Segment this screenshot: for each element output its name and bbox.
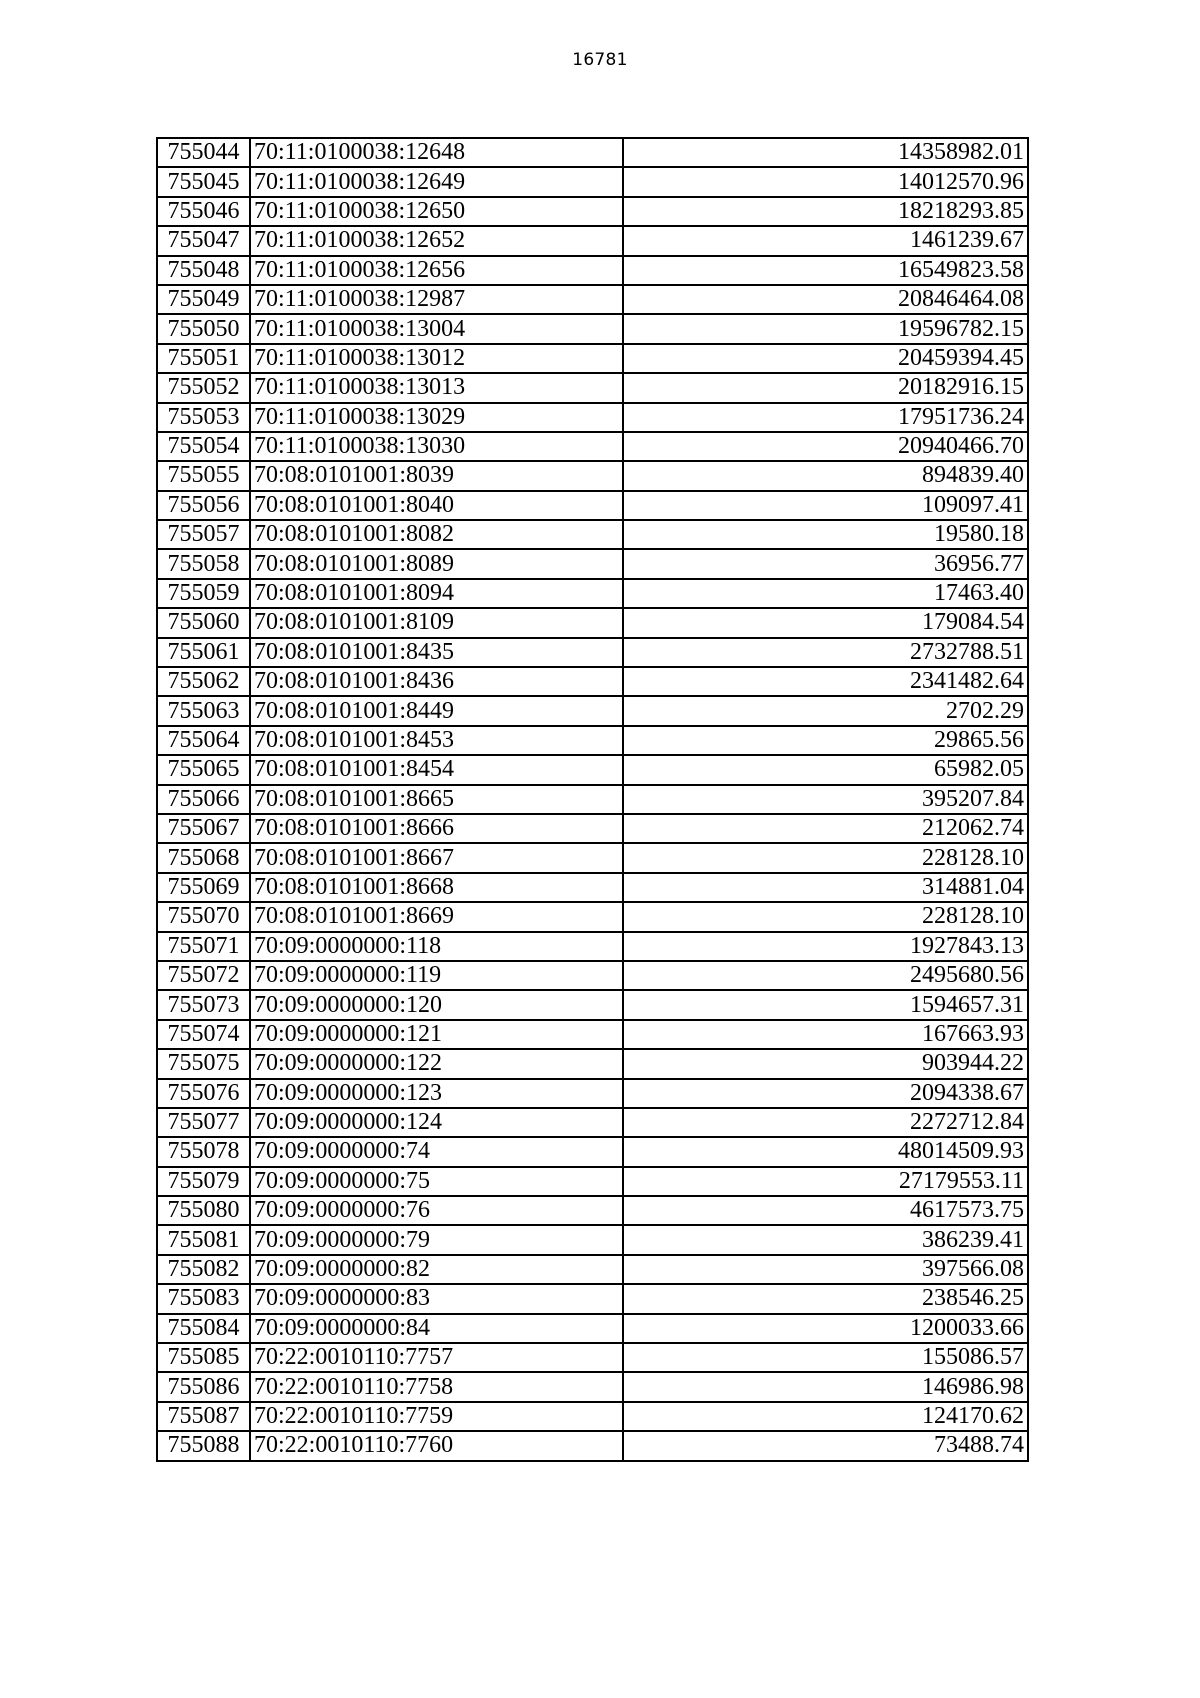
- row-number-cell: 755079: [157, 1167, 250, 1196]
- value-cell: 146986.98: [623, 1372, 1028, 1401]
- table-row: [157, 1079, 1028, 1108]
- row-number-cell: 755071: [157, 932, 250, 961]
- table-row: [157, 520, 1028, 549]
- row-number-cell: 755084: [157, 1314, 250, 1343]
- cadastral-number-cell: 70:09:0000000:75: [250, 1167, 623, 1196]
- cadastral-number-cell: 70:08:0101001:8667: [250, 843, 623, 872]
- value-cell: 903944.22: [623, 1049, 1028, 1078]
- cadastral-number-cell: 70:09:0000000:84: [250, 1314, 623, 1343]
- value-cell: 48014509.93: [623, 1137, 1028, 1166]
- row-number-cell: 755067: [157, 814, 250, 843]
- row-number-cell: 755061: [157, 638, 250, 667]
- value-cell: 109097.41: [623, 491, 1028, 520]
- cadastral-number-cell: 70:08:0101001:8040: [250, 491, 623, 520]
- value-cell: 19596782.15: [623, 314, 1028, 343]
- cadastral-number-cell: 70:09:0000000:123: [250, 1079, 623, 1108]
- table-row: [157, 873, 1028, 902]
- table-row: [157, 314, 1028, 343]
- row-number-cell: 755081: [157, 1225, 250, 1254]
- cadastral-number-cell: 70:11:0100038:12649: [250, 167, 623, 196]
- cadastral-number-cell: 70:09:0000000:122: [250, 1049, 623, 1078]
- value-cell: 386239.41: [623, 1225, 1028, 1254]
- row-number-cell: 755086: [157, 1372, 250, 1401]
- row-number-cell: 755050: [157, 314, 250, 343]
- cadastral-number-cell: 70:22:0010110:7760: [250, 1431, 623, 1460]
- table-row: [157, 256, 1028, 285]
- cadastral-number-cell: 70:08:0101001:8109: [250, 608, 623, 637]
- table-row: [157, 373, 1028, 402]
- cadastral-number-cell: 70:11:0100038:13029: [250, 403, 623, 432]
- value-cell: 2341482.64: [623, 667, 1028, 696]
- row-number-cell: 755058: [157, 549, 250, 578]
- cadastral-number-cell: 70:11:0100038:12648: [250, 138, 623, 167]
- value-cell: 65982.05: [623, 755, 1028, 784]
- value-cell: 397566.08: [623, 1255, 1028, 1284]
- cadastral-number-cell: 70:09:0000000:76: [250, 1196, 623, 1225]
- cadastral-number-cell: 70:09:0000000:74: [250, 1137, 623, 1166]
- value-cell: 1927843.13: [623, 932, 1028, 961]
- value-cell: 73488.74: [623, 1431, 1028, 1460]
- row-number-cell: 755056: [157, 491, 250, 520]
- cadastral-number-cell: 70:09:0000000:118: [250, 932, 623, 961]
- table-row: [157, 1020, 1028, 1049]
- value-cell: 16549823.58: [623, 256, 1028, 285]
- value-cell: 2094338.67: [623, 1079, 1028, 1108]
- row-number-cell: 755074: [157, 1020, 250, 1049]
- value-cell: 395207.84: [623, 785, 1028, 814]
- cadastral-number-cell: 70:09:0000000:119: [250, 961, 623, 990]
- table-row: [157, 226, 1028, 255]
- row-number-cell: 755055: [157, 461, 250, 490]
- table-row: [157, 1225, 1028, 1254]
- table-row: [157, 990, 1028, 1019]
- value-cell: 238546.25: [623, 1284, 1028, 1313]
- value-cell: 18218293.85: [623, 197, 1028, 226]
- row-number-cell: 755052: [157, 373, 250, 402]
- value-cell: 20846464.08: [623, 285, 1028, 314]
- row-number-cell: 755088: [157, 1431, 250, 1460]
- cadastral-number-cell: 70:08:0101001:8089: [250, 549, 623, 578]
- table-row: [157, 785, 1028, 814]
- value-cell: 29865.56: [623, 726, 1028, 755]
- row-number-cell: 755076: [157, 1079, 250, 1108]
- row-number-cell: 755049: [157, 285, 250, 314]
- cadastral-number-cell: 70:09:0000000:124: [250, 1108, 623, 1137]
- row-number-cell: 755069: [157, 873, 250, 902]
- table-row: [157, 1137, 1028, 1166]
- table-row: [157, 1431, 1028, 1460]
- value-cell: 17463.40: [623, 579, 1028, 608]
- table-row: [157, 138, 1028, 167]
- table-row: [157, 1167, 1028, 1196]
- value-cell: 4617573.75: [623, 1196, 1028, 1225]
- cadastral-number-cell: 70:08:0101001:8449: [250, 696, 623, 725]
- table-row: [157, 1196, 1028, 1225]
- value-cell: 2495680.56: [623, 961, 1028, 990]
- table-row: [157, 1049, 1028, 1078]
- table-row: [157, 403, 1028, 432]
- value-cell: 124170.62: [623, 1402, 1028, 1431]
- value-cell: 228128.10: [623, 902, 1028, 931]
- row-number-cell: 755062: [157, 667, 250, 696]
- value-cell: 14358982.01: [623, 138, 1028, 167]
- value-cell: 179084.54: [623, 608, 1028, 637]
- row-number-cell: 755085: [157, 1343, 250, 1372]
- row-number-cell: 755075: [157, 1049, 250, 1078]
- cadastral-number-cell: 70:08:0101001:8082: [250, 520, 623, 549]
- table-row: [157, 1284, 1028, 1313]
- value-cell: 2732788.51: [623, 638, 1028, 667]
- value-cell: 27179553.11: [623, 1167, 1028, 1196]
- cadastral-number-cell: 70:22:0010110:7757: [250, 1343, 623, 1372]
- value-cell: 36956.77: [623, 549, 1028, 578]
- row-number-cell: 755046: [157, 197, 250, 226]
- cadastral-number-cell: 70:08:0101001:8094: [250, 579, 623, 608]
- value-cell: 20182916.15: [623, 373, 1028, 402]
- row-number-cell: 755073: [157, 990, 250, 1019]
- row-number-cell: 755044: [157, 138, 250, 167]
- cadastral-number-cell: 70:11:0100038:12987: [250, 285, 623, 314]
- row-number-cell: 755054: [157, 432, 250, 461]
- cadastral-number-cell: 70:11:0100038:13012: [250, 344, 623, 373]
- cadastral-number-cell: 70:11:0100038:12650: [250, 197, 623, 226]
- table-row: [157, 167, 1028, 196]
- table-row: [157, 1108, 1028, 1137]
- value-cell: 155086.57: [623, 1343, 1028, 1372]
- cadastral-number-cell: 70:09:0000000:79: [250, 1225, 623, 1254]
- row-number-cell: 755057: [157, 520, 250, 549]
- row-number-cell: 755047: [157, 226, 250, 255]
- cadastral-number-cell: 70:08:0101001:8666: [250, 814, 623, 843]
- value-cell: 1461239.67: [623, 226, 1028, 255]
- row-number-cell: 755078: [157, 1137, 250, 1166]
- table-row: [157, 344, 1028, 373]
- cadastral-number-cell: 70:08:0101001:8669: [250, 902, 623, 931]
- table-row: [157, 579, 1028, 608]
- table-row: [157, 696, 1028, 725]
- table-row: [157, 1314, 1028, 1343]
- table-row: [157, 726, 1028, 755]
- row-number-cell: 755063: [157, 696, 250, 725]
- cadastral-number-cell: 70:09:0000000:83: [250, 1284, 623, 1313]
- row-number-cell: 755065: [157, 755, 250, 784]
- value-cell: 14012570.96: [623, 167, 1028, 196]
- table-row: [157, 667, 1028, 696]
- row-number-cell: 755066: [157, 785, 250, 814]
- row-number-cell: 755083: [157, 1284, 250, 1313]
- table-row: [157, 1343, 1028, 1372]
- cadastral-number-cell: 70:11:0100038:13004: [250, 314, 623, 343]
- cadastral-number-cell: 70:08:0101001:8453: [250, 726, 623, 755]
- cadastral-number-cell: 70:11:0100038:13013: [250, 373, 623, 402]
- table-row: [157, 1255, 1028, 1284]
- row-number-cell: 755072: [157, 961, 250, 990]
- cadastral-number-cell: 70:11:0100038:12652: [250, 226, 623, 255]
- cadastral-number-cell: 70:08:0101001:8668: [250, 873, 623, 902]
- table-row: [157, 814, 1028, 843]
- cadastral-number-cell: 70:09:0000000:82: [250, 1255, 623, 1284]
- table-row: [157, 638, 1028, 667]
- table-row: [157, 491, 1028, 520]
- row-number-cell: 755070: [157, 902, 250, 931]
- data-table: [156, 137, 1029, 1462]
- cadastral-number-cell: 70:22:0010110:7758: [250, 1372, 623, 1401]
- row-number-cell: 755053: [157, 403, 250, 432]
- row-number-cell: 755087: [157, 1402, 250, 1431]
- row-number-cell: 755060: [157, 608, 250, 637]
- cadastral-number-cell: 70:08:0101001:8454: [250, 755, 623, 784]
- table-body: [157, 138, 1028, 1461]
- value-cell: 2702.29: [623, 696, 1028, 725]
- table-row: [157, 961, 1028, 990]
- value-cell: 228128.10: [623, 843, 1028, 872]
- row-number-cell: 755048: [157, 256, 250, 285]
- table-row: [157, 197, 1028, 226]
- cadastral-number-cell: 70:22:0010110:7759: [250, 1402, 623, 1431]
- value-cell: 212062.74: [623, 814, 1028, 843]
- table-row: [157, 608, 1028, 637]
- value-cell: 894839.40: [623, 461, 1028, 490]
- value-cell: 314881.04: [623, 873, 1028, 902]
- table-row: [157, 932, 1028, 961]
- row-number-cell: 755082: [157, 1255, 250, 1284]
- table-row: [157, 902, 1028, 931]
- table-row: [157, 755, 1028, 784]
- value-cell: 20459394.45: [623, 344, 1028, 373]
- row-number-cell: 755077: [157, 1108, 250, 1137]
- table-row: [157, 1402, 1028, 1431]
- value-cell: 2272712.84: [623, 1108, 1028, 1137]
- table-row: [157, 843, 1028, 872]
- row-number-cell: 755068: [157, 843, 250, 872]
- cadastral-number-cell: 70:11:0100038:12656: [250, 256, 623, 285]
- row-number-cell: 755059: [157, 579, 250, 608]
- row-number-cell: 755064: [157, 726, 250, 755]
- table-row: [157, 285, 1028, 314]
- page-number: 16781: [572, 50, 628, 70]
- table-row: [157, 1372, 1028, 1401]
- cadastral-number-cell: 70:08:0101001:8436: [250, 667, 623, 696]
- table-row: [157, 432, 1028, 461]
- row-number-cell: 755045: [157, 167, 250, 196]
- row-number-cell: 755080: [157, 1196, 250, 1225]
- cadastral-number-cell: 70:08:0101001:8665: [250, 785, 623, 814]
- value-cell: 1594657.31: [623, 990, 1028, 1019]
- cadastral-number-cell: 70:09:0000000:120: [250, 990, 623, 1019]
- cadastral-number-cell: 70:08:0101001:8435: [250, 638, 623, 667]
- value-cell: 19580.18: [623, 520, 1028, 549]
- value-cell: 20940466.70: [623, 432, 1028, 461]
- cadastral-number-cell: 70:08:0101001:8039: [250, 461, 623, 490]
- table-row: [157, 461, 1028, 490]
- cadastral-number-cell: 70:09:0000000:121: [250, 1020, 623, 1049]
- value-cell: 1200033.66: [623, 1314, 1028, 1343]
- value-cell: 167663.93: [623, 1020, 1028, 1049]
- row-number-cell: 755051: [157, 344, 250, 373]
- cadastral-number-cell: 70:11:0100038:13030: [250, 432, 623, 461]
- table-row: [157, 549, 1028, 578]
- value-cell: 17951736.24: [623, 403, 1028, 432]
